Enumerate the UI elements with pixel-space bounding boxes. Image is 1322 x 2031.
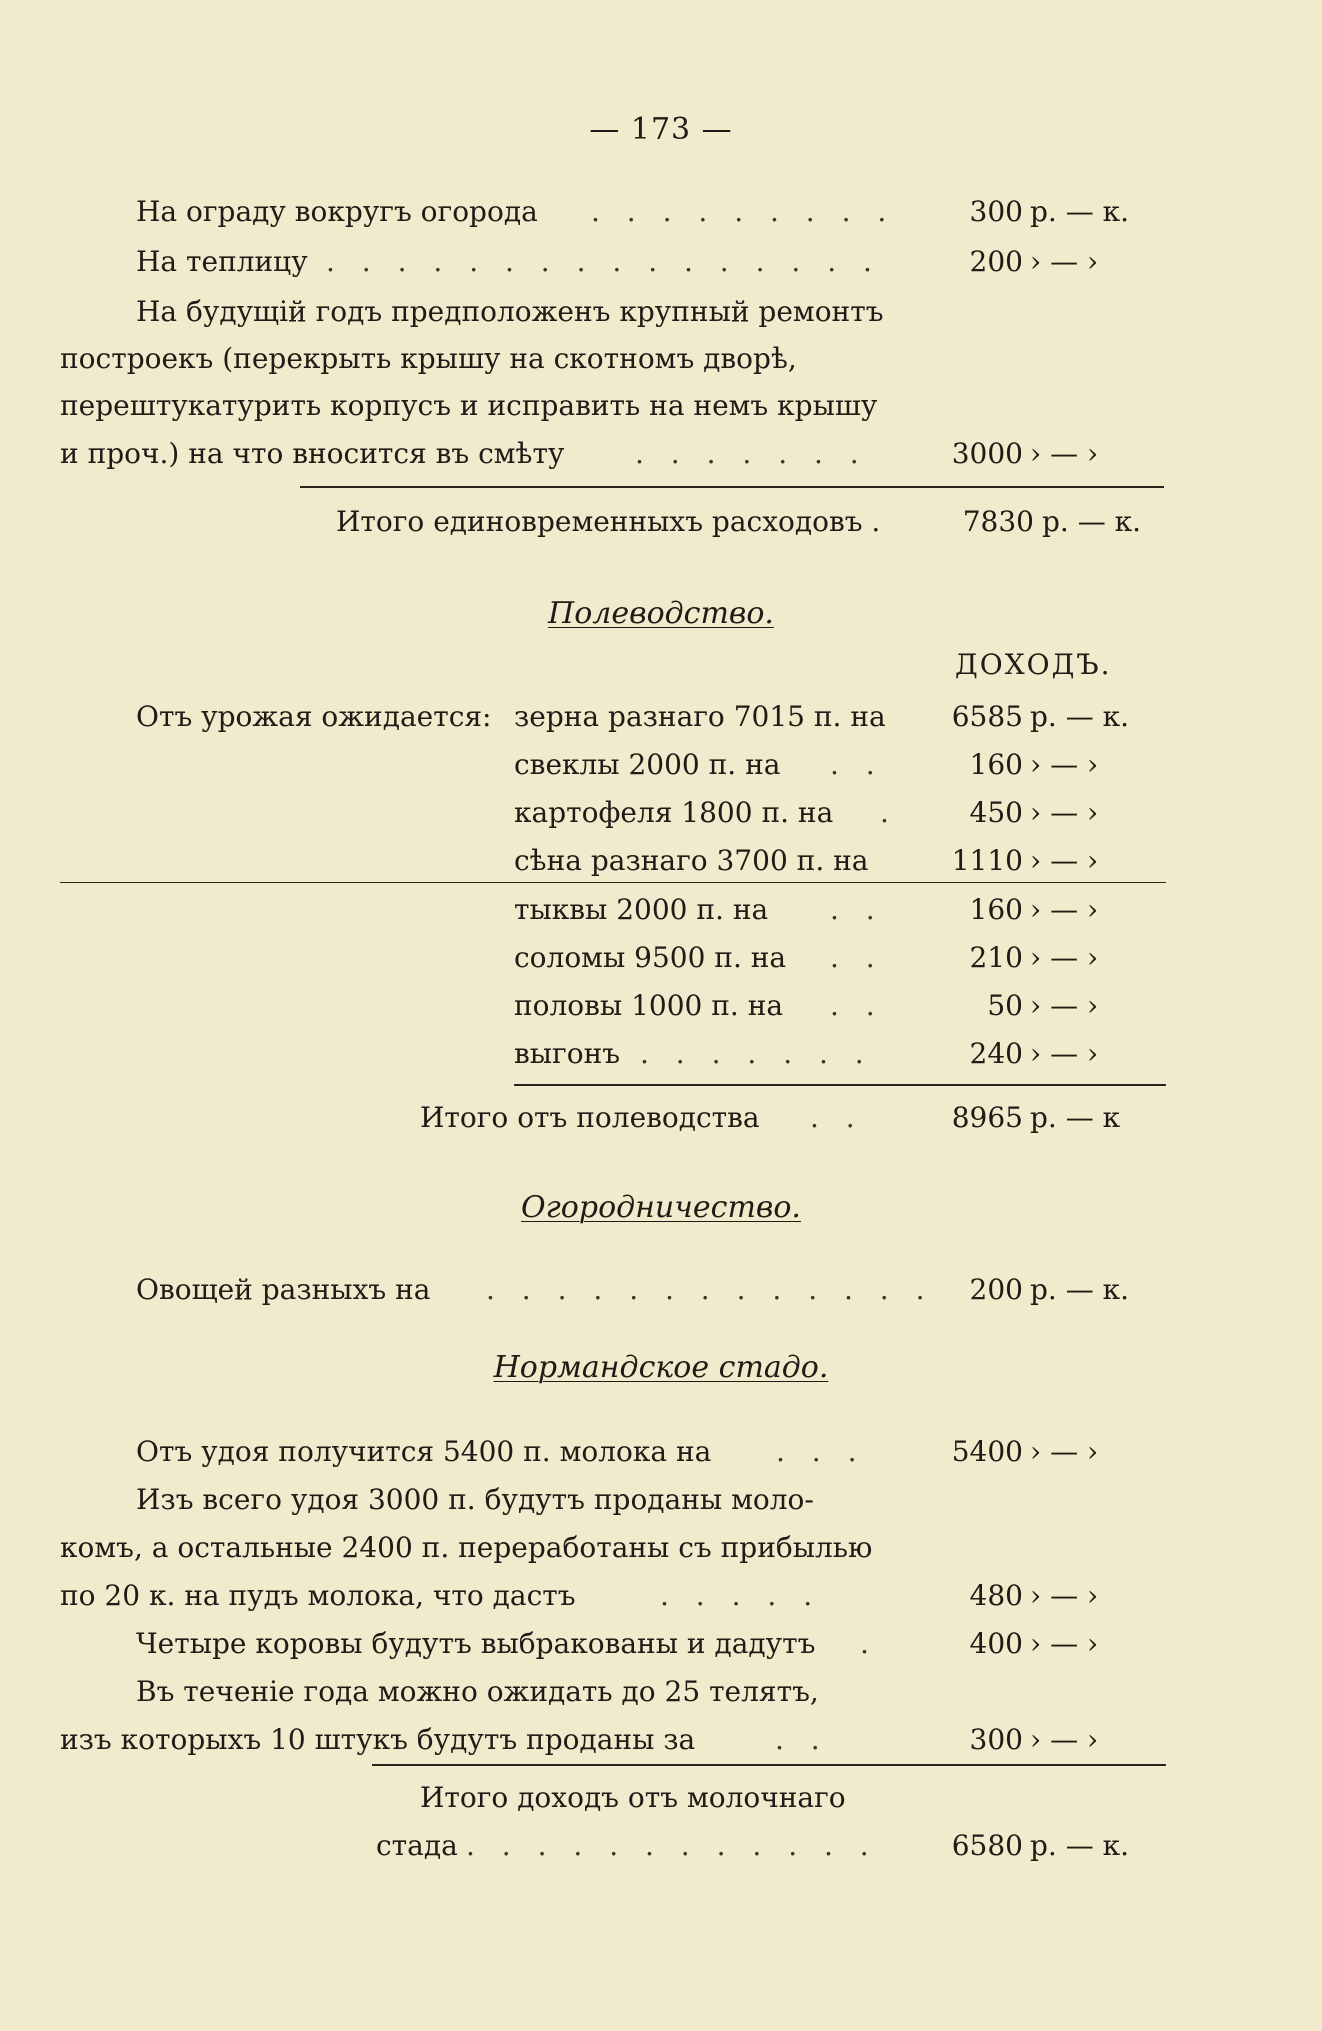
row-amount: 240 <box>969 1037 1023 1070</box>
row-description: На теплицу <box>136 245 308 278</box>
row-amount: 480 <box>969 1579 1023 1612</box>
leader-dots: . . . . . . . <box>635 437 868 470</box>
leader-dots: . . <box>830 941 884 974</box>
row-amount: 5400 <box>951 1435 1023 1468</box>
row-unit: р. — к. <box>1030 195 1130 228</box>
expense-row-greenhouse <box>136 240 1186 284</box>
herd-total <box>0 1824 1190 1868</box>
herd-paragraph-line-3 <box>60 1574 1186 1618</box>
leader-dots: . . . . . <box>660 1579 822 1612</box>
row-unit: › — › <box>1030 989 1099 1022</box>
field-row-straw <box>0 936 1190 980</box>
row-description: На ограду вокругъ огорода <box>136 195 538 228</box>
leader-dots: . <box>880 796 898 829</box>
herd-total-line-1: Итого доходъ отъ молочнаго <box>420 1781 846 1814</box>
row-description: картофеля 1800 п. на <box>514 796 834 829</box>
herd-paragraph-line-1: Изъ всего удоя 3000 п. будутъ проданы моло- <box>136 1483 814 1516</box>
row-unit: › — › <box>1030 893 1099 926</box>
row-description: сѣна разнаго 3700 п. на <box>514 844 869 877</box>
section-heading-herd: Нормандское стадо. <box>493 1350 829 1385</box>
leader-dots: . . <box>830 989 884 1022</box>
row-unit: › — › <box>1030 796 1099 829</box>
total-unit: р. — к. <box>1042 505 1142 538</box>
row-amount: 50 <box>987 989 1023 1022</box>
leader-dots: . . . <box>776 1435 866 1468</box>
field-row-beet <box>0 743 1190 787</box>
total-unit: р. — к <box>1030 1101 1121 1134</box>
row-amount: 160 <box>969 748 1023 781</box>
row-amount: 200 <box>969 245 1023 278</box>
row-amount: 450 <box>969 796 1023 829</box>
row-unit: › — › <box>1030 245 1099 278</box>
herd-calves-line-2 <box>60 1718 1186 1762</box>
repair-line-2: построекъ (перекрыть крышу на скотномъ дворѣ, <box>60 342 797 375</box>
leader-dots: . . . . . . . . . . . . . <box>486 1273 934 1306</box>
row-description: выгонъ <box>514 1037 621 1070</box>
total-rule <box>514 1084 1166 1086</box>
leader-dots: . . <box>775 1723 829 1756</box>
row-description: Четыре коровы будутъ выбракованы и дадутъ <box>136 1627 816 1660</box>
row-amount: 1110 <box>951 844 1023 877</box>
row-amount: 300 <box>969 195 1023 228</box>
row-unit: › — › <box>1030 1037 1099 1070</box>
herd-calves-line-1: Въ теченiе года можно ожидать до 25 телятъ, <box>136 1675 819 1708</box>
row-unit: › — › <box>1030 941 1099 974</box>
total-rule <box>372 1764 1166 1766</box>
total-label: стада <box>376 1829 458 1862</box>
row-amount: 3000 <box>951 437 1023 470</box>
row-unit: › — › <box>1030 437 1099 470</box>
field-row-pasture <box>0 1032 1190 1076</box>
row-description: Отъ удоя получится 5400 п. молока на <box>136 1435 712 1468</box>
field-row-grain <box>0 695 1190 739</box>
field-row-pumpkin <box>0 888 1190 932</box>
total-label: Итого единовременныхъ расходовъ . <box>336 505 881 538</box>
section-rule <box>60 882 1166 883</box>
row-amount: 300 <box>969 1723 1023 1756</box>
row-description: тыквы 2000 п. на <box>514 893 769 926</box>
row-unit: › — › <box>1030 1435 1099 1468</box>
row-unit: › — › <box>1030 1579 1099 1612</box>
row-amount: 160 <box>969 893 1023 926</box>
section-heading-garden: Огородничество. <box>521 1190 801 1225</box>
column-header-income: ДОХОДЪ. <box>955 648 1112 681</box>
field-row-potato <box>0 791 1190 835</box>
total-unit: р. — к. <box>1030 1829 1130 1862</box>
herd-milk-row <box>136 1430 1186 1474</box>
harvest-lead: Отъ урожая ожидается: <box>136 700 492 733</box>
expense-row-fence <box>136 190 1186 234</box>
total-amount: 8965 <box>951 1101 1023 1134</box>
repair-line-3: перештукатурить корпусъ и исправить на немъ крышу <box>60 389 878 422</box>
row-unit: р. — к. <box>1030 1273 1130 1306</box>
leader-dots: . . . . . . . <box>640 1037 873 1070</box>
row-description: соломы 9500 п. на <box>514 941 787 974</box>
repair-line-4 <box>60 432 1186 476</box>
row-unit: › — › <box>1030 1627 1099 1660</box>
row-description: половы 1000 п. на <box>514 989 784 1022</box>
total-amount: 6580 <box>951 1829 1023 1862</box>
row-description: свеклы 2000 п. на <box>514 748 781 781</box>
row-amount: 400 <box>969 1627 1023 1660</box>
total-rule <box>300 486 1164 488</box>
page-number: — 173 — <box>589 112 733 147</box>
field-row-hay <box>0 839 1190 883</box>
leader-dots: . . . . . . . . . <box>591 195 896 228</box>
row-amount: 200 <box>969 1273 1023 1306</box>
leader-dots: . . <box>830 748 884 781</box>
field-row-chaff <box>0 984 1190 1028</box>
leader-dots: . <box>860 1627 878 1660</box>
section-heading-field: Полеводство. <box>548 596 774 631</box>
leader-dots: . . <box>830 893 884 926</box>
leader-dots: . . <box>810 1101 864 1134</box>
leader-dots: . . . . . . . . . . . . . . . . <box>326 245 881 278</box>
field-total <box>0 1096 1190 1140</box>
row-description: зерна разнаго 7015 п. на <box>514 700 886 733</box>
total-amount: 7830 <box>962 505 1034 538</box>
row-description: и проч.) на что вносится въ смѣту <box>60 437 565 470</box>
row-amount: 210 <box>969 941 1023 974</box>
row-unit: › — › <box>1030 1723 1099 1756</box>
garden-row <box>136 1268 1186 1312</box>
row-description: Овощей разныхъ на <box>136 1273 431 1306</box>
herd-paragraph-line-2: комъ, а остальные 2400 п. переработаны съ прибылью <box>60 1531 873 1564</box>
row-description: изъ которыхъ 10 штукъ будутъ проданы за <box>60 1723 696 1756</box>
row-description: по 20 к. на пудъ молока, что дастъ <box>60 1579 576 1612</box>
expense-total <box>336 500 1166 544</box>
row-unit: › — › <box>1030 748 1099 781</box>
row-amount: 6585 <box>951 700 1023 733</box>
row-unit: › — › <box>1030 844 1099 877</box>
total-label: Итого отъ полеводства <box>420 1101 760 1134</box>
herd-cows-row <box>136 1622 1186 1666</box>
row-unit: р. — к. <box>1030 700 1130 733</box>
leader-dots: . . . . . . . . . . . . <box>466 1829 878 1862</box>
repair-line-1: На будущiй годъ предположенъ крупный ремонтъ <box>136 295 884 328</box>
